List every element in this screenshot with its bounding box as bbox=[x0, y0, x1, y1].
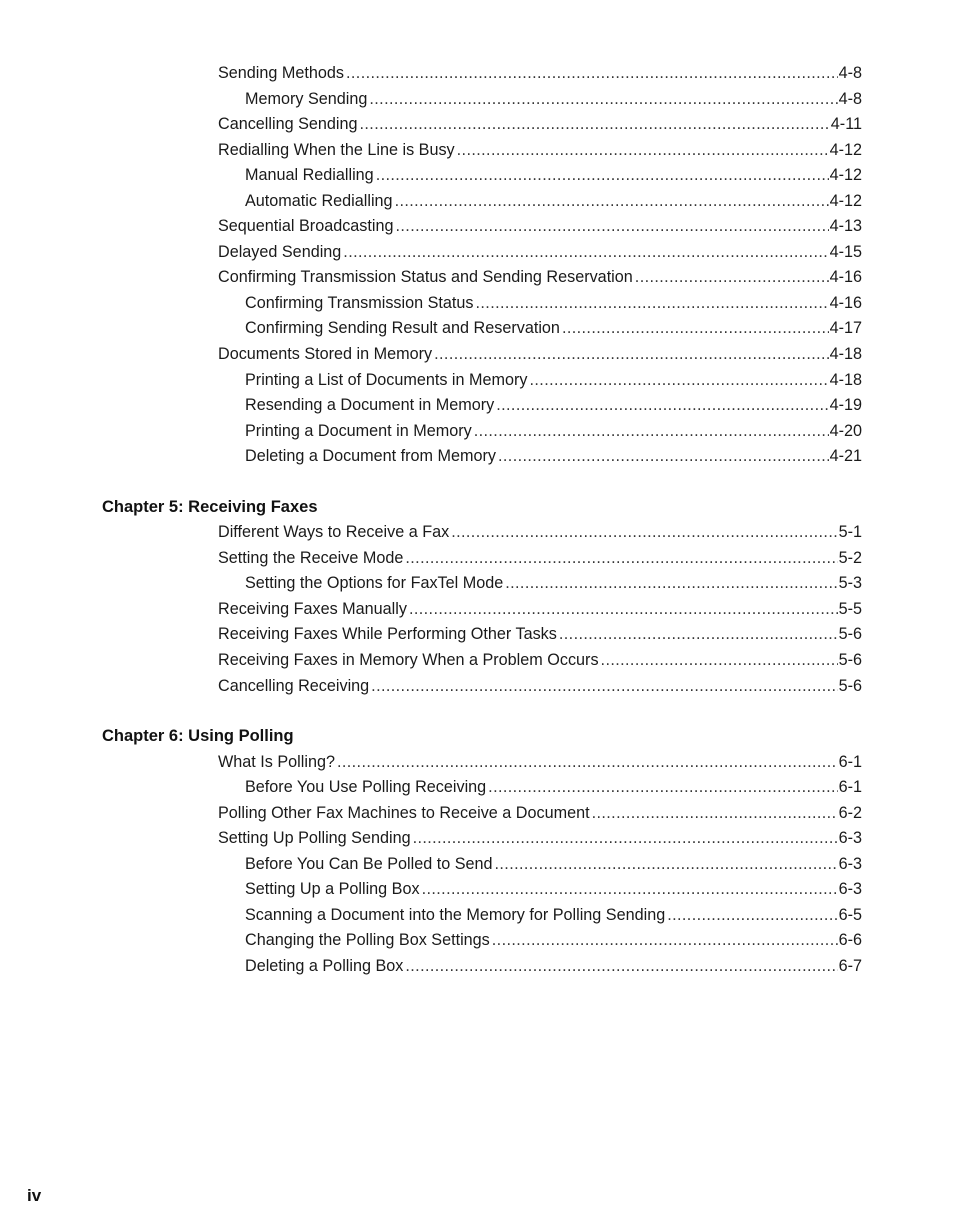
toc-entry-title: Manual Redialling bbox=[245, 166, 374, 185]
toc-subentry bbox=[245, 444, 862, 470]
toc-subentry bbox=[245, 163, 862, 189]
toc-entry-page: 5-6 bbox=[838, 650, 862, 669]
dot-leader bbox=[476, 291, 829, 317]
toc-entry-page: 4-8 bbox=[838, 89, 862, 108]
toc-entry-title: Setting Up a Polling Box bbox=[245, 880, 420, 899]
toc-subentry bbox=[245, 87, 862, 113]
dot-leader bbox=[451, 520, 837, 546]
dot-leader bbox=[592, 801, 838, 827]
toc-subentry bbox=[245, 954, 862, 980]
toc-entry-page: 4-12 bbox=[829, 191, 862, 210]
toc-entry-page: 6-2 bbox=[838, 803, 862, 822]
dot-leader bbox=[360, 112, 830, 138]
toc-entry-page: 4-12 bbox=[829, 166, 862, 185]
dot-leader bbox=[405, 546, 837, 572]
toc-entry-page: 6-6 bbox=[838, 931, 862, 950]
dot-leader bbox=[371, 674, 837, 700]
toc-subentry bbox=[245, 928, 862, 954]
dot-leader bbox=[505, 571, 837, 597]
toc-entry-title: Confirming Transmission Status and Sending Reservation bbox=[218, 268, 633, 287]
toc-entry-title: Receiving Faxes in Memory When a Problem Occurs bbox=[218, 650, 599, 669]
toc-subentry bbox=[245, 877, 862, 903]
toc-entry-title: Cancelling Sending bbox=[218, 115, 358, 134]
toc-entry-page: 5-2 bbox=[838, 548, 862, 567]
toc-entry bbox=[218, 597, 862, 623]
toc-entry-title: Receiving Faxes Manually bbox=[218, 599, 407, 618]
dot-leader bbox=[559, 622, 838, 648]
dot-leader bbox=[337, 750, 838, 776]
toc-section bbox=[0, 61, 954, 470]
toc-entry-page: 6-7 bbox=[838, 956, 862, 975]
toc-entry-title: Confirming Sending Result and Reservation bbox=[245, 319, 560, 338]
toc-entry-page: 5-5 bbox=[838, 599, 862, 618]
toc-entry-page: 6-3 bbox=[838, 854, 862, 873]
toc-entry-title: Different Ways to Receive a Fax bbox=[218, 523, 450, 542]
dot-leader bbox=[457, 138, 829, 164]
toc-entry-page: 6-3 bbox=[838, 880, 862, 899]
dot-leader bbox=[667, 903, 837, 929]
toc-entry-title: Polling Other Fax Machines to Receive a Document bbox=[218, 803, 590, 822]
toc-subentry bbox=[245, 189, 862, 215]
toc-entry-page: 4-8 bbox=[838, 64, 862, 82]
toc-entry-page: 4-16 bbox=[829, 293, 862, 312]
toc-entry bbox=[218, 240, 862, 266]
toc-section bbox=[0, 495, 954, 699]
toc-entry-title: Deleting a Polling Box bbox=[245, 956, 404, 975]
dot-leader bbox=[601, 648, 838, 674]
toc-entry bbox=[218, 648, 862, 674]
chapter-heading: Chapter 5: Receiving Faxes bbox=[102, 497, 318, 516]
toc-entry-page: 4-20 bbox=[829, 421, 862, 440]
toc-entry bbox=[218, 520, 862, 546]
toc-entry-page: 5-1 bbox=[838, 523, 862, 542]
toc-entry bbox=[218, 61, 862, 87]
toc-entry-page: 5-6 bbox=[838, 625, 862, 644]
dot-leader bbox=[635, 265, 829, 291]
toc-entry-title: Resending a Document in Memory bbox=[245, 396, 495, 415]
dot-leader bbox=[562, 316, 829, 342]
toc-subentry bbox=[245, 775, 862, 801]
toc-section bbox=[0, 724, 954, 979]
dot-leader bbox=[498, 444, 829, 470]
toc-subentry bbox=[245, 903, 862, 929]
dot-leader bbox=[376, 163, 829, 189]
dot-leader bbox=[343, 240, 828, 266]
toc-entry bbox=[218, 265, 862, 291]
toc-entry-title: Delayed Sending bbox=[218, 242, 342, 261]
toc-entry-page: 4-18 bbox=[829, 370, 862, 389]
toc-entry bbox=[218, 342, 862, 368]
dot-leader bbox=[495, 852, 838, 878]
toc-entry-page: 4-15 bbox=[829, 242, 862, 261]
toc-entry-title: Memory Sending bbox=[245, 89, 368, 108]
toc-entry-page: 4-13 bbox=[829, 217, 862, 236]
toc-entry-title: Redialling When the Line is Busy bbox=[218, 140, 455, 159]
toc-entry-title: Before You Can Be Polled to Send bbox=[245, 854, 493, 873]
toc-entry bbox=[218, 750, 862, 776]
toc-entry-page: 4-18 bbox=[829, 345, 862, 364]
toc-entry-page: 5-6 bbox=[838, 676, 862, 695]
toc-entry-title: Sending Methods bbox=[218, 64, 344, 82]
dot-leader bbox=[413, 826, 838, 852]
toc-entry-page: 4-16 bbox=[829, 268, 862, 287]
toc-entry-title: Documents Stored in Memory bbox=[218, 345, 433, 364]
toc-entry-page: 6-1 bbox=[838, 752, 862, 771]
toc-subentry bbox=[245, 419, 862, 445]
toc-entry bbox=[218, 674, 862, 700]
toc-entry bbox=[218, 622, 862, 648]
toc-entry-title: Printing a Document in Memory bbox=[245, 421, 472, 440]
toc-entry-page: 4-21 bbox=[829, 447, 862, 466]
toc-entry bbox=[218, 138, 862, 164]
toc-entry bbox=[218, 214, 862, 240]
toc-entry-title: Setting the Options for FaxTel Mode bbox=[245, 574, 504, 593]
toc-entry bbox=[218, 826, 862, 852]
toc-entry-title: Sequential Broadcasting bbox=[218, 217, 394, 236]
page-number: iv bbox=[27, 1186, 42, 1205]
dot-leader bbox=[422, 877, 838, 903]
toc-subentry bbox=[245, 852, 862, 878]
toc-entry-title: Cancelling Receiving bbox=[218, 676, 370, 695]
dot-leader bbox=[369, 87, 837, 113]
toc-entry bbox=[218, 801, 862, 827]
toc-subentry bbox=[245, 393, 862, 419]
toc-entry-title: Changing the Polling Box Settings bbox=[245, 931, 490, 950]
toc-entry bbox=[218, 112, 862, 138]
toc-entry-title: Printing a List of Documents in Memory bbox=[245, 370, 528, 389]
toc-entry-page: 4-11 bbox=[830, 115, 862, 134]
dot-leader bbox=[434, 342, 828, 368]
toc-subentry bbox=[245, 571, 862, 597]
dot-leader bbox=[530, 368, 829, 394]
toc-entry-title: Scanning a Document into the Memory for Polling Sending bbox=[245, 905, 666, 924]
toc-entry bbox=[218, 546, 862, 572]
toc-entry-title: What Is Polling? bbox=[218, 752, 335, 771]
dot-leader bbox=[405, 954, 837, 980]
dot-leader bbox=[488, 775, 837, 801]
dot-leader bbox=[346, 61, 838, 87]
dot-leader bbox=[492, 928, 838, 954]
toc-entry-title: Setting the Receive Mode bbox=[218, 548, 404, 567]
toc-entry-page: 4-17 bbox=[829, 319, 862, 338]
toc-entry-page: 5-3 bbox=[838, 574, 862, 593]
toc-entry-page: 6-1 bbox=[838, 778, 862, 797]
toc-entry-title: Confirming Transmission Status bbox=[245, 293, 474, 312]
dot-leader bbox=[474, 419, 829, 445]
toc-entry-page: 6-5 bbox=[838, 905, 862, 924]
dot-leader bbox=[496, 393, 828, 419]
dot-leader bbox=[395, 189, 829, 215]
toc-entry-title: Automatic Redialling bbox=[245, 191, 393, 210]
table-of-contents bbox=[0, 61, 954, 980]
toc-entry-page: 4-12 bbox=[829, 140, 862, 159]
dot-leader bbox=[409, 597, 838, 623]
toc-entry-title: Setting Up Polling Sending bbox=[218, 829, 411, 848]
toc-entry-title: Receiving Faxes While Performing Other Tasks bbox=[218, 625, 557, 644]
toc-entry-title: Before You Use Polling Receiving bbox=[245, 778, 487, 797]
toc-subentry bbox=[245, 291, 862, 317]
toc-subentry bbox=[245, 368, 862, 394]
dot-leader bbox=[396, 214, 829, 240]
chapter-heading: Chapter 6: Using Polling bbox=[102, 727, 294, 746]
toc-entry-title: Deleting a Document from Memory bbox=[245, 447, 496, 466]
toc-subentry bbox=[245, 316, 862, 342]
toc-entry-page: 4-19 bbox=[829, 396, 862, 415]
toc-entry-page: 6-3 bbox=[838, 829, 862, 848]
